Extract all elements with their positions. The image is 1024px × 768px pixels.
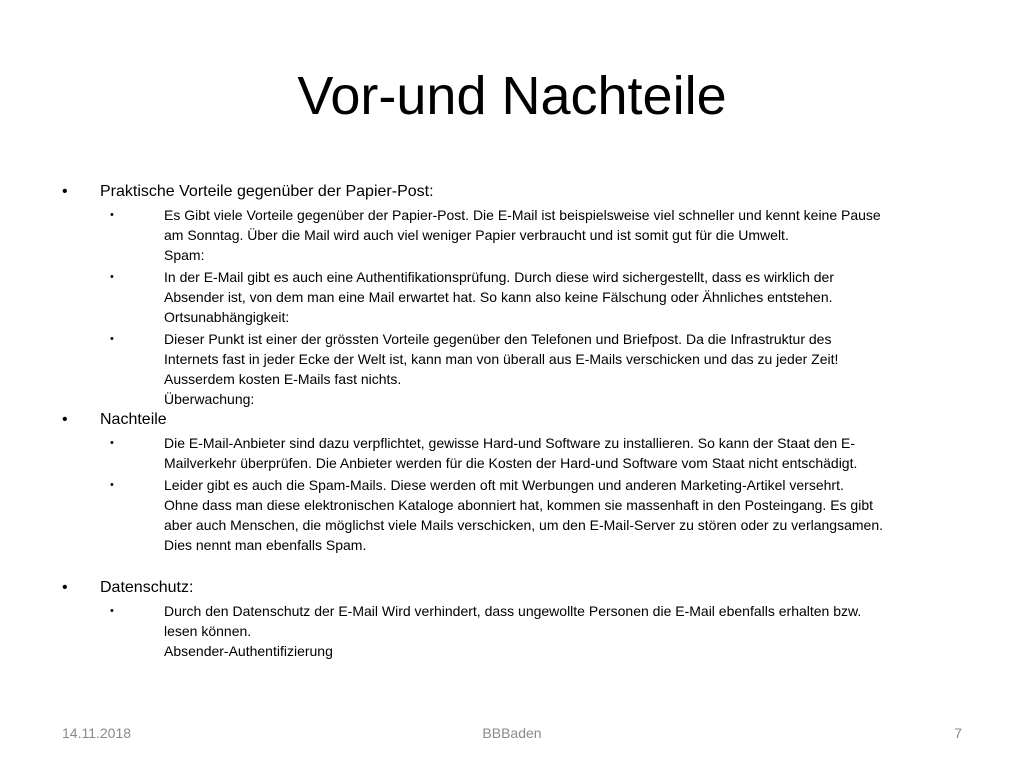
bullet-icon: •: [110, 479, 114, 491]
bullet-icon: •: [62, 579, 68, 596]
section-heading-text: Nachteile: [100, 411, 167, 428]
footer-center-text: BBBaden: [482, 725, 542, 741]
item-text-line: Die E-Mail-Anbieter sind dazu verpflichtet, gewisse Hard-und Software zu installieren. So kann der Staat den E-: [164, 435, 856, 451]
item-text-line: am Sonntag. Über die Mail wird auch viel weniger Papier verbraucht und ist somit gut für die Umwelt.: [164, 227, 789, 243]
item-text-line: Ohne dass man diese elektronischen Kataloge abonniert hat, kommen sie massenhaft in den Posteingang. Es gibt: [164, 497, 873, 513]
bullet-icon: •: [110, 209, 114, 221]
item-text-line: Mailverkehr überprüfen. Die Anbieter werden für die Kosten der Hard-und Software vom Staat nicht entschädigt.: [164, 455, 858, 471]
item-text-line: Durch den Datenschutz der E-Mail Wird verhindert, dass ungewollte Personen die E-Mail ebenfalls erhalten bzw.: [164, 603, 862, 619]
footer-page-number: 7: [954, 725, 962, 741]
item-subheading: Spam:: [164, 247, 205, 263]
list-item: [62, 205, 962, 265]
item-text-line: Ausserdem kosten E-Mails fast nichts.: [164, 371, 402, 387]
section-heading-datenschutz: [62, 577, 962, 599]
bullet-icon: •: [110, 605, 114, 617]
item-text-line: Leider gibt es auch die Spam-Mails. Diese werden oft mit Werbungen und anderen Marketing-Artikel versehrt.: [164, 477, 844, 493]
section-heading-vorteile: [62, 181, 962, 203]
item-text-line: In der E-Mail gibt es auch eine Authentifikationsprüfung. Durch diese wird sichergestellt, dass es wirklich der: [164, 269, 834, 285]
bullet-icon: •: [62, 411, 68, 428]
list-item: [62, 329, 962, 409]
item-subheading: Ortsunabhängigkeit:: [164, 309, 290, 325]
item-text-line: aber auch Menschen, die möglichst viele Mails verschicken, um den E-Mail-Server zu stören oder zu verlangsamen.: [164, 517, 883, 533]
item-subheading: Absender-Authentifizierung: [164, 643, 333, 659]
item-text-line: Es Gibt viele Vorteile gegenüber der Papier-Post. Die E-Mail ist beispielsweise viel schneller und kennt keine Pause: [164, 207, 881, 223]
slide-title: Vor-und Nachteile: [297, 66, 727, 126]
item-text-line: Internets fast in jeder Ecke der Welt ist, kann man von überall aus E-Mails verschicken und das zu jeder Zeit!: [164, 351, 839, 367]
bullet-icon: •: [110, 333, 114, 345]
section-heading-text: Praktische Vorteile gegenüber der Papier-Post:: [100, 183, 434, 200]
bullet-icon: •: [62, 183, 68, 200]
list-item: [62, 475, 962, 555]
item-text-line: lesen können.: [164, 623, 252, 639]
bullet-icon: •: [110, 437, 114, 449]
list-item: [62, 433, 962, 473]
item-text-line: Absender ist, von dem man eine Mail erwartet hat. So kann also keine Fälschung oder Ähnliches entstehen.: [164, 289, 833, 305]
footer-date: 14.11.2018: [62, 725, 132, 741]
item-text-line: Dies nennt man ebenfalls Spam.: [164, 537, 367, 553]
bullet-icon: •: [110, 271, 114, 283]
section-heading-nachteile: [62, 409, 962, 431]
item-subheading: Überwachung:: [164, 391, 255, 407]
section-heading-text: Datenschutz:: [100, 579, 194, 596]
slide-content: [62, 181, 962, 661]
list-item: [62, 601, 962, 661]
list-item: [62, 267, 962, 327]
item-text-line: Dieser Punkt ist einer der grössten Vorteile gegenüber den Telefonen und Briefpost. Da die Infrastruktur des: [164, 331, 832, 347]
